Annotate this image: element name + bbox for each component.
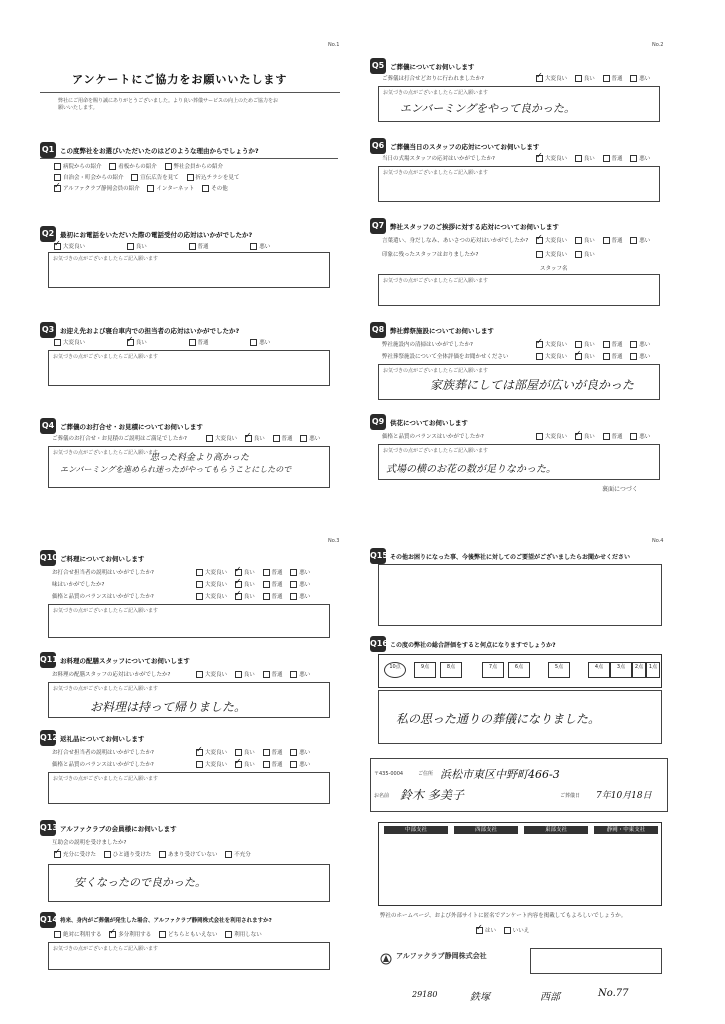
q14-opt-4-checkbox[interactable] bbox=[225, 931, 232, 938]
q14-opt-3-checkbox[interactable] bbox=[159, 931, 166, 938]
q7-title: 弊社スタッフのご挨拶に対する応対についてお伺いします bbox=[390, 223, 559, 231]
q8-opt-2-checkbox[interactable] bbox=[575, 341, 582, 348]
q12b-opt-3-checkbox[interactable] bbox=[263, 761, 270, 768]
q4-comment-box[interactable]: お気づきの点がございましたらご記入願います bbox=[48, 446, 330, 488]
q16-score-1[interactable]: 1点 bbox=[646, 662, 660, 678]
date-label: ご葬儀日 bbox=[560, 793, 581, 799]
q4-opt-2-checkbox[interactable] bbox=[245, 435, 252, 442]
company-logo-icon bbox=[380, 950, 392, 962]
q15-badge: Q15 bbox=[370, 548, 386, 564]
q1-opt-2: 看板からの紹介 bbox=[118, 164, 157, 170]
q2-opt-1-checkbox[interactable] bbox=[54, 243, 61, 250]
q12b-opt-1-checkbox[interactable] bbox=[196, 761, 203, 768]
q9-handwriting: 式場の横のお花の数が足りなかった。 bbox=[386, 464, 556, 475]
q16-score-7[interactable]: 7点 bbox=[482, 662, 504, 678]
q2-opt-2-checkbox[interactable] bbox=[127, 243, 134, 250]
q9-badge: Q9 bbox=[370, 414, 386, 430]
q14-title: 将来、身内がご葬儀が発生した場合、アルファクラブ静岡株式会社を利用されますか? bbox=[60, 918, 272, 924]
publish-consent-note: 弊社のホームページ、および外部サイトに匿名でアンケート内容を掲載してもよろしいでしょうか。 bbox=[380, 913, 627, 919]
address-label: ご住所 bbox=[418, 771, 434, 777]
q10b-opt-2-checkbox[interactable] bbox=[235, 581, 242, 588]
q3-badge: Q3 bbox=[40, 322, 56, 338]
q6-badge: Q6 bbox=[370, 138, 386, 154]
q5-handwriting: エンバーミングをやって良かった。 bbox=[400, 102, 576, 115]
q7-opt-2-checkbox[interactable] bbox=[575, 237, 582, 244]
q12b-opt-2-checkbox[interactable] bbox=[235, 761, 242, 768]
q6-opt-3-checkbox[interactable] bbox=[603, 155, 610, 162]
bottom-note-1: 29180 bbox=[412, 990, 438, 999]
q1-opt-3: 弊社会員からの紹介 bbox=[173, 164, 224, 170]
q7b-opt-2-checkbox[interactable] bbox=[575, 251, 582, 258]
q1-opt-8: インターネット bbox=[156, 186, 195, 192]
q6-title: ご葬儀当日のスタッフの応対についてお伺いします bbox=[390, 143, 540, 151]
q3-opt-2-checkbox[interactable] bbox=[127, 339, 134, 346]
q8b-opt-1-checkbox[interactable] bbox=[536, 353, 543, 360]
q13-badge: Q13 bbox=[40, 820, 56, 836]
region-header-west: 西部支社 bbox=[454, 826, 518, 834]
q10-badge: Q10 bbox=[40, 550, 56, 566]
q10a-opt-3-checkbox[interactable] bbox=[263, 569, 270, 576]
consent-no-checkbox[interactable] bbox=[504, 927, 511, 934]
q8b-opt-4-checkbox[interactable] bbox=[630, 353, 637, 360]
q12-comment-box[interactable]: お気づきの点がございましたらご記入願います bbox=[48, 772, 330, 804]
q2-title: 最初にお電話をいただいた際の電話受付の応対はいかがでしたか? bbox=[60, 231, 253, 239]
q10b-opt-4-checkbox[interactable] bbox=[290, 581, 297, 588]
region-header-east: 東部支社 bbox=[524, 826, 588, 834]
q8-badge: Q8 bbox=[370, 322, 386, 338]
bottom-note-4: No.77 bbox=[598, 988, 629, 999]
q3-opt-1-checkbox[interactable] bbox=[54, 339, 61, 346]
q12a-opt-4-checkbox[interactable] bbox=[290, 749, 297, 756]
survey-intro: 弊社にご用命を賜り誠にありがとうございました。より良い葬儀サービスの向上のためご協力をお願いいたします。 bbox=[58, 98, 279, 111]
q10-title: ご料理についてお伺いします bbox=[60, 555, 145, 563]
q11-comment-box[interactable]: お気づきの点がございましたらご記入願います bbox=[48, 682, 330, 718]
q5-opt-4-checkbox[interactable] bbox=[630, 75, 637, 82]
q5-opt-1-checkbox[interactable] bbox=[536, 75, 543, 82]
q1-opt-9-checkbox[interactable] bbox=[202, 185, 209, 192]
q6-comment-box[interactable]: お気づきの点がございましたらご記入願います bbox=[378, 166, 660, 202]
q4-handwriting-1: 思った料金より高かった bbox=[150, 453, 250, 463]
q1-opt-4: 自治会・町会からの紹介 bbox=[63, 175, 124, 181]
q11-handwriting: お料理は持って帰りました。 bbox=[90, 700, 247, 714]
region-header-central: 中部支社 bbox=[384, 826, 448, 834]
q15-title: その他お困りになった事、今後弊社に対してのご要望がございましたらお聞かせください bbox=[390, 554, 631, 561]
bottom-note-3: 西部 bbox=[540, 992, 560, 1003]
address-value: 浜松市東区中野町466-3 bbox=[440, 768, 560, 781]
q9-opt-1-checkbox[interactable] bbox=[536, 433, 543, 440]
q3-comment-box[interactable]: お気づきの点がございましたらご記入願います bbox=[48, 350, 330, 386]
q13-opt-4-checkbox[interactable] bbox=[225, 851, 232, 858]
q10c-opt-4-checkbox[interactable] bbox=[290, 593, 297, 600]
zip-code: 〒435-0004 bbox=[374, 771, 404, 777]
q10b-opt-1-checkbox[interactable] bbox=[196, 581, 203, 588]
q16-score-10[interactable]: 10点 bbox=[384, 662, 406, 678]
q16-score-5[interactable]: 5点 bbox=[548, 662, 570, 678]
survey-title: アンケートにご協力をお願いいたします bbox=[72, 73, 288, 86]
q7-comment-box[interactable]: お気づきの点がございましたらご記入願います bbox=[378, 274, 660, 306]
q7-opt-4-checkbox[interactable] bbox=[630, 237, 637, 244]
consent-yes: はい bbox=[485, 928, 497, 934]
q10c-opt-1-checkbox[interactable] bbox=[196, 593, 203, 600]
q12-title: 返礼品についてお伺いします bbox=[60, 735, 145, 743]
name-value: 鈴木 多美子 bbox=[400, 788, 464, 802]
q16-score-8[interactable]: 8点 bbox=[440, 662, 462, 678]
q6-opt-2-checkbox[interactable] bbox=[575, 155, 582, 162]
date-value: 7年10月18日 bbox=[596, 791, 652, 801]
consent-yes-checkbox[interactable] bbox=[476, 927, 483, 934]
q16-score-2[interactable]: 2点 bbox=[632, 662, 646, 678]
q13-title: アルファクラブの会員様にお伺いします bbox=[60, 825, 177, 833]
q7-opt-3-checkbox[interactable] bbox=[603, 237, 610, 244]
q14-badge: Q14 bbox=[40, 912, 56, 928]
q1-opt-2-checkbox[interactable] bbox=[109, 163, 116, 170]
q2-comment-box[interactable]: お気づきの点がございましたらご記入願います bbox=[48, 252, 330, 288]
q1-opt-6-checkbox[interactable] bbox=[187, 174, 194, 181]
q11-opt-4-checkbox[interactable] bbox=[290, 671, 297, 678]
q3-title: お迎え先および寝台車内での担当者の応対はいかがでしたか? bbox=[60, 327, 240, 335]
q1-opt-7: アルファクラブ静岡会員の紹介 bbox=[63, 186, 140, 192]
q11-badge: Q11 bbox=[40, 652, 56, 668]
page-number-1: No.1 bbox=[328, 42, 340, 48]
q10-comment-box[interactable]: お気づきの点がございましたらご記入願います bbox=[48, 604, 330, 638]
bottom-note-2: 鉄塚 bbox=[470, 992, 490, 1003]
region-table bbox=[378, 822, 662, 906]
q4-opt-4-checkbox[interactable] bbox=[300, 435, 307, 442]
q1-title: この度弊社をお選びいただいたのはどのような理由からでしょうか? bbox=[60, 147, 259, 155]
q16-score-3[interactable]: 3点 bbox=[610, 662, 632, 678]
q8-title: 弊社葬祭施設についてお伺いします bbox=[390, 327, 494, 335]
q12-badge: Q12 bbox=[40, 730, 56, 746]
q2-opt-3-checkbox[interactable] bbox=[189, 243, 196, 250]
q1-opt-7-checkbox[interactable] bbox=[54, 185, 61, 192]
q11-opt-1-checkbox[interactable] bbox=[196, 671, 203, 678]
q8-handwriting: 家族葬にしては部屋が広いが良かった bbox=[430, 378, 635, 392]
region-header-shizuoka: 静岡・中東支社 bbox=[594, 826, 658, 834]
q5-badge: Q5 bbox=[370, 58, 386, 74]
q7b-opt-1-checkbox[interactable] bbox=[536, 251, 543, 258]
continue-note: 裏面につづく bbox=[602, 486, 638, 493]
q12a-opt-3-checkbox[interactable] bbox=[263, 749, 270, 756]
q11-title: お料理の配膳スタッフについてお伺いします bbox=[60, 657, 190, 665]
q9-opt-4-checkbox[interactable] bbox=[630, 433, 637, 440]
q1-opt-6: 折込チラシを見て bbox=[195, 175, 240, 181]
q9-comment-box[interactable]: お気づきの点がございましたらご記入願います bbox=[378, 444, 660, 480]
q8-opt-4-checkbox[interactable] bbox=[630, 341, 637, 348]
q8-comment-box[interactable]: お気づきの点がございましたらご記入願います bbox=[378, 364, 660, 400]
q8b-opt-2-checkbox[interactable] bbox=[575, 353, 582, 360]
q14-comment-box[interactable]: お気づきの点がございましたらご記入願います bbox=[48, 942, 330, 970]
q7-opt-1-checkbox[interactable] bbox=[536, 237, 543, 244]
q11-opt-2-checkbox[interactable] bbox=[235, 671, 242, 678]
q16-score-4[interactable]: 4点 bbox=[588, 662, 610, 678]
q2-opt-4-checkbox[interactable] bbox=[250, 243, 257, 250]
q13-handwriting: 安くなったので良かった。 bbox=[74, 876, 206, 889]
q7-badge: Q7 bbox=[370, 218, 386, 234]
q4-handwriting-2: エンバーミングを進められ迷ったがやってもらうことにしたので bbox=[60, 465, 292, 474]
q14-opt-2-checkbox[interactable] bbox=[109, 931, 116, 938]
company-info-box bbox=[530, 948, 662, 974]
q10b-opt-3-checkbox[interactable] bbox=[263, 581, 270, 588]
q12a-opt-2-checkbox[interactable] bbox=[235, 749, 242, 756]
q7-staff-label: スタッフ名 bbox=[540, 266, 568, 272]
q9-opt-2-checkbox[interactable] bbox=[575, 433, 582, 440]
q1-opt-5-checkbox[interactable] bbox=[131, 174, 138, 181]
q6-opt-1-checkbox[interactable] bbox=[536, 155, 543, 162]
q5-opt-3-checkbox[interactable] bbox=[603, 75, 610, 82]
q3-opt-4-checkbox[interactable] bbox=[250, 339, 257, 346]
page-number-3: No.3 bbox=[328, 538, 340, 544]
q1-opt-3-checkbox[interactable] bbox=[165, 163, 172, 170]
q1-opt-5: 宣伝広告を見て bbox=[140, 175, 179, 181]
q8b-opt-3-checkbox[interactable] bbox=[603, 353, 610, 360]
q12b-opt-4-checkbox[interactable] bbox=[290, 761, 297, 768]
q3-opt-3-checkbox[interactable] bbox=[189, 339, 196, 346]
q10a-opt-4-checkbox[interactable] bbox=[290, 569, 297, 576]
page-number-4: No.4 bbox=[652, 538, 664, 544]
q16-handwriting: 私の思った通りの葬儀になりました。 bbox=[396, 712, 601, 726]
q10a-opt-2-checkbox[interactable] bbox=[235, 569, 242, 576]
q9-title: 供花についてお伺いします bbox=[390, 419, 468, 427]
q16-badge: Q16 bbox=[370, 636, 386, 652]
q5-opt-2-checkbox[interactable] bbox=[575, 75, 582, 82]
q1-opt-4-checkbox[interactable] bbox=[54, 174, 61, 181]
q4-title: ご葬儀のお打合せ・お見積についてお伺いします bbox=[60, 423, 203, 431]
q4-sub: ご葬儀のお打合せ・お見積のご説明はご満足でしたか? bbox=[52, 436, 187, 442]
q1-badge: Q1 bbox=[40, 142, 56, 158]
q16-title: この度の弊社の総合評価をすると何点になりますでしょうか? bbox=[390, 642, 556, 649]
q15-comment-box[interactable] bbox=[378, 564, 662, 626]
page-number-2: No.2 bbox=[652, 42, 664, 48]
q10c-opt-2-checkbox[interactable] bbox=[235, 593, 242, 600]
q4-opt-1-checkbox[interactable] bbox=[206, 435, 213, 442]
q13-opt-2-checkbox[interactable] bbox=[104, 851, 111, 858]
q16-score-6[interactable]: 6点 bbox=[508, 662, 530, 678]
q1-opt-1: 病院からの紹介 bbox=[63, 164, 102, 170]
q1-opt-8-checkbox[interactable] bbox=[147, 185, 154, 192]
q12a-opt-1-checkbox[interactable] bbox=[196, 749, 203, 756]
q16-score-9[interactable]: 9点 bbox=[414, 662, 436, 678]
q11-opt-3-checkbox[interactable] bbox=[263, 671, 270, 678]
q4-badge: Q4 bbox=[40, 418, 56, 434]
q5-title: ご葬儀についてお伺いします bbox=[390, 63, 475, 71]
q8-opt-1-checkbox[interactable] bbox=[536, 341, 543, 348]
q10c-opt-3-checkbox[interactable] bbox=[263, 593, 270, 600]
q10a-opt-1-checkbox[interactable] bbox=[196, 569, 203, 576]
q14-opt-1-checkbox[interactable] bbox=[54, 931, 61, 938]
q5-comment-box[interactable]: お気づきの点がございましたらご記入願います bbox=[378, 86, 660, 122]
q1-opt-1-checkbox[interactable] bbox=[54, 163, 61, 170]
company-name: アルファクラブ静岡株式会社 bbox=[396, 952, 487, 960]
q13-opt-3-checkbox[interactable] bbox=[159, 851, 166, 858]
q9-opt-3-checkbox[interactable] bbox=[603, 433, 610, 440]
q2-badge: Q2 bbox=[40, 226, 56, 242]
q4-opt-3-checkbox[interactable] bbox=[273, 435, 280, 442]
q13-opt-1-checkbox[interactable] bbox=[54, 851, 61, 858]
consent-no: いいえ bbox=[512, 928, 530, 934]
q8-opt-3-checkbox[interactable] bbox=[603, 341, 610, 348]
q6-opt-4-checkbox[interactable] bbox=[630, 155, 637, 162]
name-label: お名前 bbox=[374, 793, 390, 799]
q1-opt-9: その他 bbox=[211, 186, 228, 192]
